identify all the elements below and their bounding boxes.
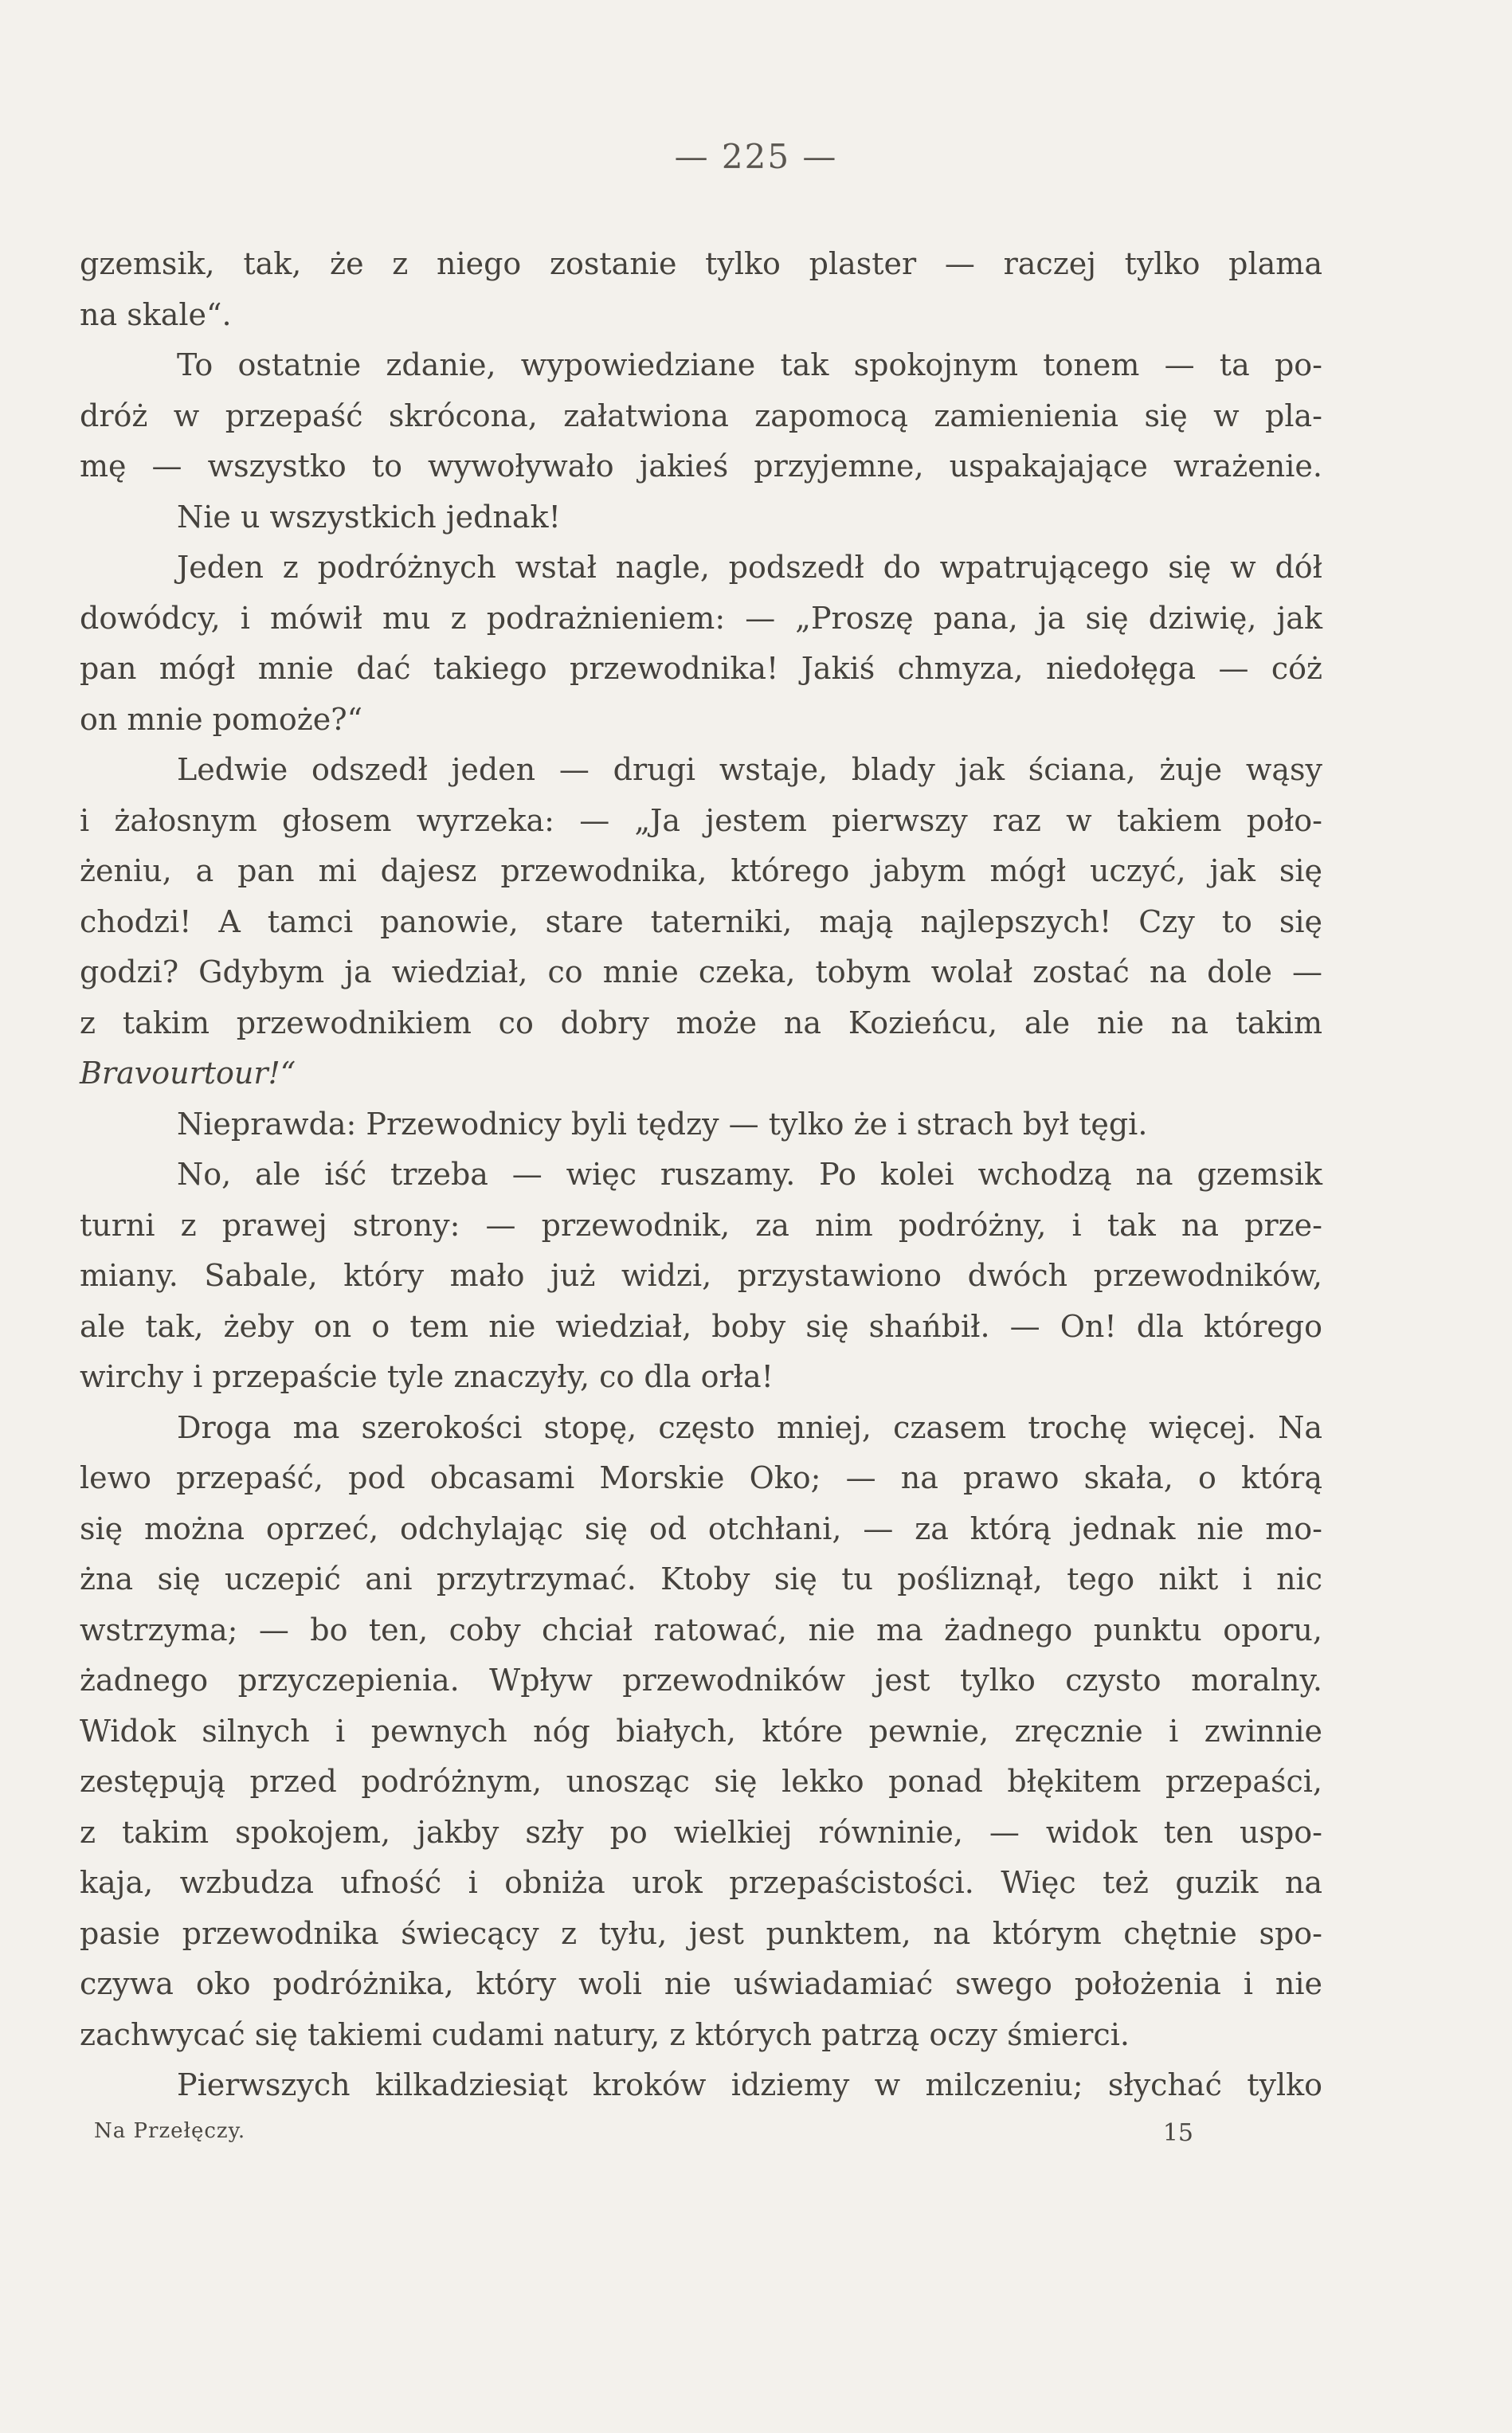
text-line: się można oprzeć, odchylając się od otchłani, — za którą jednak nie mo- (80, 1510, 1322, 1546)
page-footer (94, 2119, 1193, 2151)
text-line: żeniu, a pan mi dajesz przewodnika, którego jabym mógł uczyć, jak się (80, 853, 1322, 888)
text-line: czywa oko podróżnika, który woli nie uświadamiać swego położenia i nie (80, 1966, 1322, 2001)
text-line: z takim przewodnikiem co dobry może na Kozieńcu, ale nie na takim (80, 1005, 1322, 1040)
text-line: No, ale iść trzeba — więc ruszamy. Po kolei wchodzą na gzemsik (177, 1157, 1322, 1192)
text-line: Pierwszych kilkadziesiąt kroków idziemy w milczeniu; słychać tylko (177, 2067, 1322, 2102)
text-line: godzi? Gdybym ja wiedział, co mnie czeka, tobym wolał zostać na dole — (80, 954, 1322, 989)
body-text (80, 239, 1322, 2111)
text-line: Droga ma szerokości stopę, często mniej, czasem trochę więcej. Na (177, 1409, 1322, 1445)
text-line: mę — wszystko to wywoływało jakieś przyjemne, uspakajające wrażenie. (80, 449, 1322, 484)
text-line: Nieprawda: Przewodnicy byli tędzy — tylko że i strach był tęgi. (177, 1106, 1148, 1142)
text-line: zachwycać się takiemi cudami natury, z których patrzą oczy śmierci. (80, 2016, 1130, 2052)
text-line: Widok silnych i pewnych nóg białych, które pewnie, zręcznie i zwinnie (80, 1713, 1322, 1749)
text-line: lewo przepaść, pod obcasami Morskie Oko; — na prawo skała, o którą (80, 1460, 1322, 1495)
text-line: zestępują przed podróżnym, unosząc się lekko ponad błękitem przepaści, (80, 1764, 1322, 1799)
text-line: pasie przewodnika świecący z tyłu, jest punktem, na którym chętnie spo- (80, 1915, 1322, 1951)
text-line: gzemsik, tak, że z niego zostanie tylko plaster — raczej tylko plama (80, 246, 1322, 281)
text-line: To ostatnie zdanie, wypowiedziane tak spokojnym tonem — ta po- (177, 347, 1322, 382)
text-line: żna się uczepić ani przytrzymać. Ktoby się tu pośliznął, tego nikt i nic (80, 1561, 1322, 1597)
text-line: chodzi! A tamci panowie, stare taterniki, mają najlepszych! Czy to się (80, 903, 1322, 939)
printer-signature-number: 15 (1162, 2119, 1193, 2147)
text-line: dróż w przepaść skrócona, załatwiona zapomocą zamienienia się w pla- (80, 398, 1322, 433)
page-number: — 225 — (674, 137, 838, 176)
text-line: Ledwie odszedł jeden — drugi wstaje, blady jak ściana, żuje wąsy (177, 752, 1322, 787)
text-line: Bravourtour!“ (80, 1056, 296, 1091)
text-line: pan mógł mnie dać takiego przewodnika! Jakiś chmyza, niedołęga — cóż (80, 651, 1322, 686)
text-line: ale tak, żeby on o tem nie wiedział, boby się shańbił. — On! dla którego (80, 1308, 1322, 1344)
text-line: z takim spokojem, jakby szły po wielkiej równinie, — widok ten uspo- (80, 1814, 1322, 1850)
text-line: kaja, wzbudza ufność i obniża urok przepaścistości. Więc też guzik na (80, 1865, 1322, 1900)
text-line: turni z prawej strony: — przewodnik, za nim podróżny, i tak na prze- (80, 1207, 1322, 1243)
text-line: miany. Sabale, który mało już widzi, przystawiono dwóch przewodników, (80, 1258, 1322, 1293)
text-line: na skale“. (80, 296, 232, 332)
printer-signature-title: Na Przełęczy. (94, 2119, 246, 2143)
text-line: Nie u wszystkich jednak! (177, 499, 561, 535)
text-line: on mnie pomoże?“ (80, 701, 363, 737)
text-line: wirchy i przepaście tyle znaczyły, co dla orła! (80, 1359, 774, 1394)
text-line: żadnego przyczepienia. Wpływ przewodników jest tylko czysto moralny. (80, 1663, 1322, 1698)
text-line: i żałosnym głosem wyrzeka: — „Ja jestem pierwszy raz w takiem poło- (80, 802, 1322, 838)
text-line: dowódcy, i mówił mu z podrażnieniem: — „Proszę pana, ja się dziwię, jak (80, 600, 1322, 636)
text-line: Jeden z podróżnych wstał nagle, podszedł do wpatrującego się w dół (177, 550, 1322, 585)
text-line: wstrzyma; — bo ten, coby chciał ratować, nie ma żadnego punktu oporu, (80, 1612, 1322, 1647)
